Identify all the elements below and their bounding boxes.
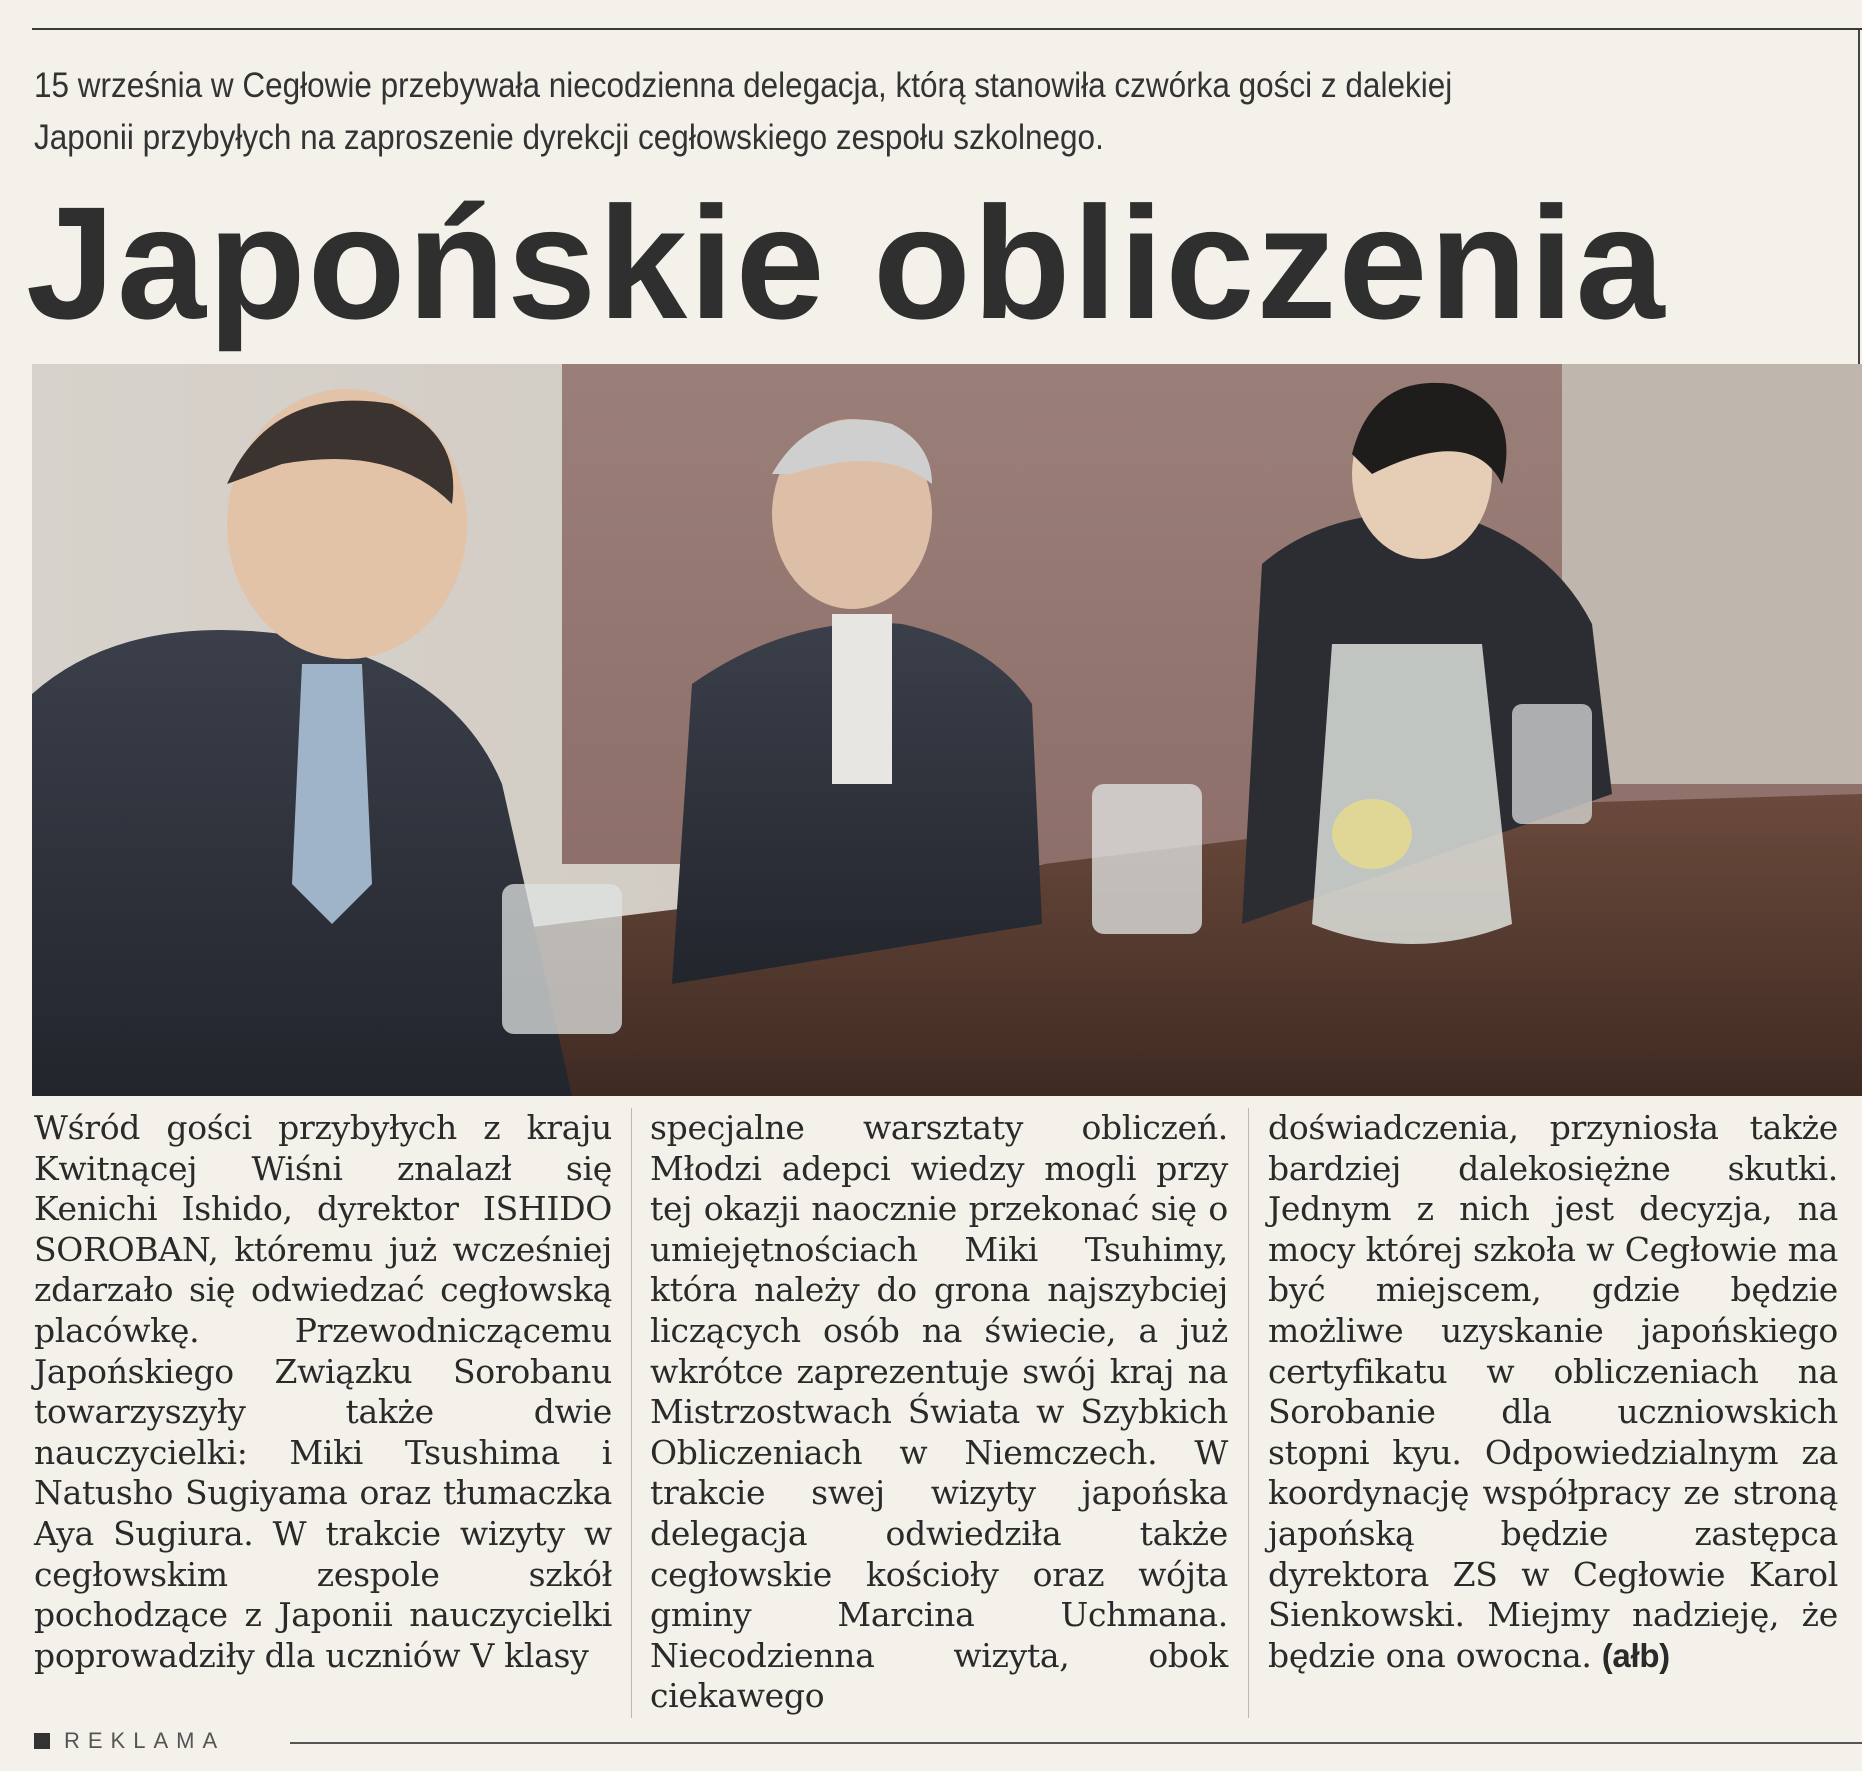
article-column-3	[1268, 1108, 1838, 1676]
column-divider	[1248, 1108, 1249, 1718]
lead-paragraph	[34, 60, 1654, 164]
column-3-text: doświadczenia, przyniosła także bardziej dalekosiężne skutki. Jednym z nich jest decyzja, na mocy której szkoła w Cegłowie ma być miejscem, gdzie będzie możliwe uzyskanie japońskiego certyfikatu w obliczeniach na Sorobanie dla uczniowskich stopni kyu. Odpowiedzialnym za koordynację współpracy ze stroną japońską będzie zastępca dyrektora ZS w Cegłowie Karol Sienkowski. Miejmy nadzieję, że będzie ona owocna.	[1268, 1108, 1838, 1675]
column-divider	[631, 1108, 632, 1718]
author-signature: (ałb)	[1601, 1636, 1670, 1674]
top-rule	[32, 28, 1862, 30]
footer-rule	[290, 1742, 1862, 1744]
advertisement-label	[34, 1728, 225, 1754]
article-photo	[32, 364, 1862, 1096]
headline: Japońskie obliczenia	[26, 173, 1667, 352]
square-bullet-icon	[34, 1733, 50, 1749]
lead-line-2: Japonii przybyłych na zaproszenie dyrekcji cegłowskiego zespołu szkolnego.	[34, 118, 1104, 157]
article-column-1: Wśród gości przybyłych z kraju Kwitnącej Wiśni znalazł się Kenichi Ishido, dyrektor ISHIDO SOROBAN, któremu już wcześniej zdarzało się odwiedzać cegłowską placówkę. Przewodniczącemu Japońskiego Związku Sorobanu towarzyszyły także dwie nauczycielki: Miki Tsushima i Natusho Sugiyama oraz tłumaczka Aya Sugiura. W trakcie wizyty w cegłowskim zespole szkół pochodzące z Japonii nauczycielki poprowadziły dla uczniów V klasy	[34, 1108, 612, 1675]
article-column-2: specjalne warsztaty obliczeń. Młodzi adepci wiedzy mogli przy tej okazji naocznie przekonać się o umiejętnościach Miki Tsuhimy, która należy do grona najszybciej liczących osób na świecie, a już wkrótce zaprezentuje swój kraj na Mistrzostwach Świata w Szybkich Obliczeniach w Niemczech. W trakcie swej wizyty japońska delegacja odwiedziła także cegłowskie kościoły oraz wójta gminy Marcina Uchmana. Niecodzienna wizyta, obok ciekawego	[650, 1108, 1228, 1716]
reklama-text: REKLAMA	[64, 1728, 226, 1753]
lead-line-1: 15 września w Cegłowie przebywała niecodzienna delegacja, którą stanowiła czwórka gości z dalekiej	[34, 66, 1453, 105]
photo-illustration	[32, 364, 1862, 1096]
